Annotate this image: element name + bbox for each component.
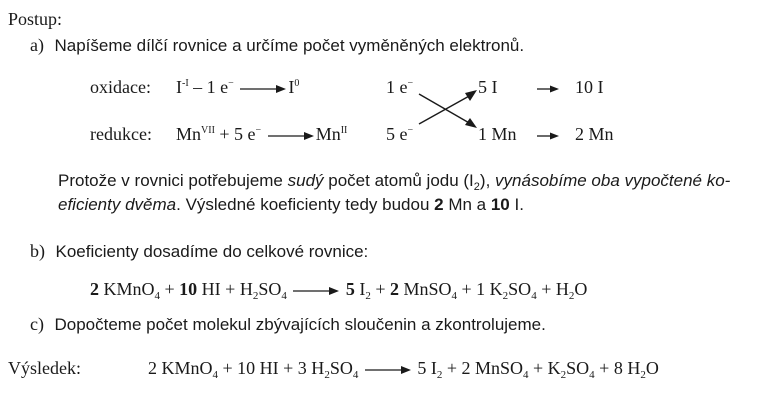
- ox-lhs-sup: -I: [182, 78, 189, 89]
- res-t6: + K: [528, 358, 561, 378]
- eqb-s3: 4: [281, 290, 287, 302]
- red-electrons-text: 5 e: [386, 124, 408, 144]
- res-t7: SO: [566, 358, 590, 378]
- expl-line2-b: Mn a: [443, 195, 491, 214]
- ox-product-first: [478, 76, 498, 98]
- res-s8: 2: [640, 369, 646, 381]
- eqb-s6: 2: [502, 290, 509, 302]
- res-t5: + 2 MnSO: [442, 358, 523, 378]
- red-electron-sup: −: [255, 125, 262, 136]
- res-s6: 2: [560, 369, 567, 381]
- step-a: [30, 34, 524, 57]
- arrow-right-icon: [537, 84, 559, 94]
- explanation-line-2: [58, 194, 524, 216]
- eqb-s4: 2: [365, 290, 371, 302]
- red-multiply-arrow: [535, 123, 561, 145]
- eqb-t9: SO: [508, 279, 532, 299]
- eqb-t10: + H: [536, 279, 569, 299]
- eqb-t8: + 1 K: [457, 279, 503, 299]
- res-s5: 4: [523, 369, 529, 381]
- res-s4: 2: [436, 369, 443, 381]
- eqb-t6: +: [370, 279, 390, 299]
- reaction-arrow-icon: [240, 84, 286, 94]
- oxidation-label-text: oxidace:: [90, 77, 151, 97]
- eqb-t2: +: [160, 279, 180, 299]
- red-product-second: [575, 123, 614, 145]
- oxidation-equation: [176, 76, 299, 98]
- result-label-text: Výsledek:: [8, 358, 81, 378]
- ox-lhs-rest: – 1 e: [188, 77, 229, 97]
- eqb-t1: KMnO: [99, 279, 155, 299]
- red-lhs-sup: VII: [201, 125, 215, 136]
- ox-product-second-text: 10 I: [575, 77, 604, 97]
- eqb-s1: 4: [154, 290, 161, 302]
- eqb-s7: 4: [531, 290, 537, 302]
- res-s2: 2: [324, 369, 330, 381]
- result-label: [8, 357, 81, 379]
- ox-electron-sup: −: [228, 78, 234, 89]
- eqb-s8: 2: [568, 290, 575, 302]
- res-s7: 4: [589, 369, 595, 381]
- expl-coef-i: 10: [490, 195, 510, 214]
- eqb-c1: 2: [90, 279, 99, 299]
- reduction-label: [90, 123, 152, 145]
- eqb-t11: O: [574, 279, 588, 299]
- res-t4: 5 I: [417, 358, 437, 378]
- ox-electrons: [386, 76, 413, 98]
- red-lhs-symbol: Mn: [176, 124, 202, 144]
- red-rhs-sup: II: [340, 125, 348, 136]
- eqb-t3: HI + H: [197, 279, 253, 299]
- expl-p3: ),: [479, 171, 496, 190]
- expl-p1: Protože v rovnici potřebujeme: [58, 171, 288, 190]
- arrow-right-icon: [537, 131, 559, 141]
- red-electrons-sup: −: [407, 125, 414, 136]
- red-electrons: [386, 123, 413, 145]
- step-b: [30, 240, 368, 263]
- oxidation-label: [90, 76, 151, 98]
- step-b-text: Koeficienty dosadíme do celkové rovnice:: [55, 242, 369, 261]
- res-t3: SO: [329, 358, 353, 378]
- ox-rhs-sup: 0: [294, 78, 300, 89]
- explanation-line-1: [58, 170, 730, 192]
- ox-multiply-arrow: [535, 76, 561, 98]
- eqb-t4: SO: [258, 279, 282, 299]
- eqb-c4: 2: [390, 279, 399, 299]
- eqb-t5: I: [354, 279, 366, 299]
- res-s3: 4: [352, 369, 359, 381]
- red-lhs-rest: + 5 e: [214, 124, 256, 144]
- ox-product-second: [575, 76, 604, 98]
- eqb-s2: 2: [252, 290, 259, 302]
- expl-coef-mn: 2: [434, 195, 444, 214]
- ox-electrons-sup: −: [407, 78, 414, 89]
- ox-product-first-text: 5 I: [478, 77, 498, 97]
- res-t9: O: [645, 358, 659, 378]
- step-c-marker: c): [30, 314, 44, 334]
- res-s1: 4: [212, 369, 219, 381]
- expl-sudy: sudý: [287, 171, 324, 190]
- res-t1: 2 KMnO: [148, 358, 213, 378]
- result-equation: [148, 357, 659, 379]
- step-b-marker: b): [30, 241, 45, 261]
- expl-line2-c: I.: [509, 195, 524, 214]
- res-t8: + 8 H: [594, 358, 641, 378]
- postup-heading: [8, 8, 62, 30]
- expl-italic-tail: vynásobíme oba vypočtené ko-: [495, 171, 731, 190]
- step-a-marker: a): [30, 35, 44, 55]
- red-rhs-symbol: Mn: [315, 124, 341, 144]
- ox-lhs-symbol: I: [176, 77, 182, 97]
- eqb-c2: 10: [179, 279, 198, 299]
- expl-p2: počet atomů jodu (I: [323, 171, 474, 190]
- eqb-t7: MnSO: [399, 279, 452, 299]
- red-product-first: [478, 123, 517, 145]
- equation-b: [90, 278, 587, 300]
- reaction-arrow-icon: [268, 131, 314, 141]
- eqb-c3: 5: [345, 279, 355, 299]
- red-product-first-text: 1 Mn: [478, 124, 517, 144]
- step-c-text: Dopočteme počet molekul zbývajících sloučenin a zkontrolujeme.: [54, 315, 546, 334]
- step-a-text: Napíšeme dílčí rovnice a určíme počet vyměněných elektronů.: [54, 36, 525, 55]
- reaction-arrow-icon: [293, 286, 339, 296]
- reduction-equation: [176, 123, 347, 145]
- ox-rhs-symbol: I: [288, 77, 295, 97]
- red-product-second-text: 2 Mn: [575, 124, 614, 144]
- cross-multiply-arrows-icon: [415, 88, 480, 132]
- eqb-s5: 4: [451, 290, 458, 302]
- reduction-label-text: redukce:: [90, 124, 152, 144]
- res-t2: + 10 HI + 3 H: [218, 358, 325, 378]
- ox-electrons-text: 1 e: [386, 77, 408, 97]
- expl-line2-a: . Výsledné koeficienty tedy budou: [176, 195, 435, 214]
- reaction-arrow-icon: [365, 365, 411, 375]
- expl-line2-italic: eficienty dvěma: [58, 195, 177, 214]
- expl-sub2: 2: [473, 181, 480, 193]
- step-c: [30, 313, 546, 336]
- postup-text: Postup:: [8, 9, 63, 29]
